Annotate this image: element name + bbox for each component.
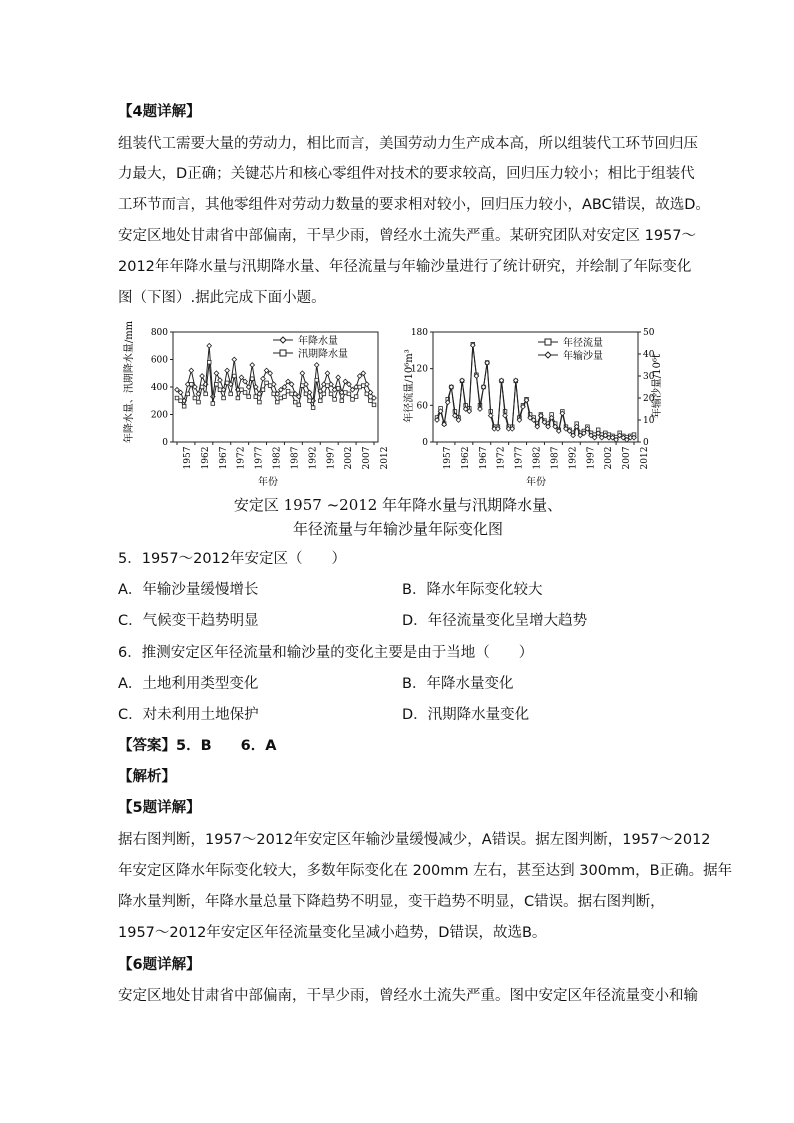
q6-option-d: D．汛期降水量变化 [402, 707, 530, 723]
left-xtick-label: 1977 [254, 446, 265, 470]
right-legend [538, 336, 603, 362]
left-series-2-point [204, 392, 208, 396]
left-ytick-label: 800 [150, 328, 168, 338]
left-series-2-point [197, 400, 201, 404]
left-series-2-point [250, 377, 254, 381]
left-series-2-point [193, 396, 197, 400]
figure-caption-line-1: 安定区 1957 ~2012 年年降水量与汛期降水量、 [233, 496, 563, 514]
left-xtick-label: 1987 [290, 446, 301, 470]
left-series-2-point [233, 374, 237, 378]
left-ytick-label: 400 [150, 383, 168, 393]
q5-stem: 5．1957～2012年安定区（ ） [118, 551, 347, 567]
q6-option-c: C．对未利用土地保护 [118, 707, 259, 723]
left-ytick-label: 200 [150, 410, 168, 421]
right-xtick-label: 1977 [514, 446, 525, 470]
left-series-2-point [200, 385, 204, 389]
left-series-2-point [344, 391, 348, 395]
right-ytick-label: 120 [410, 364, 428, 375]
left-series-2-point [315, 378, 319, 382]
intro-line-1: 安定区地处甘肃省中部偏南，干旱少雨，曾经水土流失严重。某研究团队对安定区 1957～ [118, 228, 697, 244]
left-series-2-point [318, 399, 322, 403]
left-series-2-point [329, 392, 333, 396]
right-xtick-label: 1992 [568, 446, 579, 470]
right-ytick-label: 0 [422, 438, 428, 448]
figure-caption-line-2: 年径流量与年输沙量年际变化图 [292, 520, 503, 538]
left-xtick-label: 2012 [380, 446, 390, 470]
left-series-2-point [283, 395, 287, 399]
left-xlabel: 年份 [258, 477, 278, 488]
left-series-2-point [240, 388, 244, 392]
intro-line-2: 2012年年降水量与汛期降水量、年径流量与年输沙量进行了统计研究，并绘制了年际变化 [118, 259, 692, 275]
q5-option-c: C．气候变干趋势明显 [118, 613, 259, 629]
right-xtick-label: 1987 [550, 446, 561, 470]
section-6-line-1: 安定区地处甘肃省中部偏南，干旱少雨，曾经水土流失严重。图中安定区年径流量变小和输 [118, 988, 698, 1004]
right-chart [402, 328, 663, 488]
left-ytick-label: 600 [150, 355, 168, 366]
left-series-1-point [200, 374, 205, 379]
left-series-2-point [265, 381, 269, 385]
left-series-2-point [275, 400, 279, 404]
diamond-marker-icon [280, 337, 286, 343]
right-y2tick-label: 40 [643, 350, 655, 360]
q6-option-b: B．年降水量变化 [402, 676, 514, 692]
left-series-2-point [326, 384, 330, 388]
figure-charts [118, 320, 678, 490]
section-5-line-3: 降水量判断，年降水量总量下降趋势不明显，变干趋势不明显，C错误。据右图判断， [118, 894, 665, 910]
left-series-2-point [186, 392, 190, 396]
left-series-2-point [229, 392, 233, 396]
left-series-1-point [336, 375, 341, 380]
right-xtick-label: 1997 [586, 446, 597, 470]
section-5-heading: 【5题详解】 [118, 800, 201, 816]
left-series-2-point [304, 392, 308, 396]
left-xtick-label: 1972 [236, 446, 247, 470]
left-series-1-point [250, 363, 255, 368]
left-series-2-point [308, 399, 312, 403]
left-xtick-label: 2007 [362, 446, 373, 470]
left-series-2-point [354, 395, 358, 399]
left-series-2-point [290, 392, 294, 396]
left-series-2-point [268, 384, 272, 388]
section-5-line-2: 年安定区降水年际变化较大，多数年际变化在 200mm 左右，甚至达到 300mm，B正确。据年 [118, 863, 733, 879]
left-series-2-point [243, 391, 247, 395]
left-xtick-label: 1967 [218, 446, 229, 470]
right-y2tick-label: 50 [643, 328, 655, 338]
left-series-1-point [207, 343, 212, 348]
section-4-line-3: 工环节而言，其他零组件对劳动力数量的要求相对较小，回归压力较小，ABC错误，故选D。 [118, 197, 710, 213]
left-series-2-point [365, 392, 369, 396]
left-xtick-label: 1962 [200, 446, 211, 470]
left-series-2-point [311, 406, 315, 410]
left-legend-1: 年降水量 [298, 336, 338, 347]
left-ytick-label: 0 [162, 438, 168, 448]
right-xlabel: 年份 [526, 477, 546, 488]
answer: 【答案】5．B 6．A [118, 738, 277, 754]
right-xtick-label: 1962 [460, 446, 471, 470]
left-series-2-point [222, 396, 226, 400]
left-xtick-label: 2002 [344, 446, 355, 470]
section-4-heading: 【4题详解】 [118, 104, 201, 120]
section-6-heading: 【6题详解】 [118, 957, 201, 973]
intro-line-3: 图（下图）.据此完成下面小题。 [118, 290, 326, 306]
left-series-2-point [286, 389, 290, 393]
left-xtick-label: 1992 [308, 446, 319, 470]
right-ytick-label: 60 [416, 401, 428, 412]
right-y2label: 年输沙量/10⁶t [652, 353, 663, 419]
left-series-2-point [372, 403, 376, 407]
left-series-2-point [236, 396, 240, 400]
q5-option-a: A．年输沙量缓慢增长 [118, 582, 259, 598]
right-xtick-label: 1982 [532, 446, 543, 470]
left-series-2-point [254, 395, 258, 399]
left-series-1-point [189, 368, 194, 373]
left-series-2-point [279, 396, 283, 400]
left-series-1-point [232, 357, 237, 362]
left-series-2-point [179, 399, 183, 403]
left-xtick-label: 1982 [272, 446, 283, 470]
left-series-2-point [369, 399, 373, 403]
q5-option-b: B．降水年际变化较大 [402, 582, 543, 598]
left-series-2-point [272, 392, 276, 396]
left-series-2-point [215, 382, 219, 386]
left-xtick-label: 1997 [326, 446, 337, 470]
left-series-1-point [300, 371, 305, 376]
right-xtick-label: 2012 [640, 446, 650, 470]
section-5-line-4: 1957～2012年安定区年径流量变化呈减小趋势，D错误，故选B。 [118, 925, 547, 941]
square-marker-icon [280, 350, 286, 356]
left-series-1-point [225, 368, 230, 373]
left-series-2-point [247, 395, 251, 399]
left-series-2-point [333, 398, 337, 402]
q6-option-a: A．土地利用类型变化 [118, 676, 259, 692]
left-series-2-point [175, 396, 179, 400]
right-ytick-label: 180 [410, 328, 428, 338]
right-xtick-label: 1957 [443, 446, 453, 470]
section-4-line-1: 组装代工需要大量的劳动力，相比而言，美国劳动力生产成本高，所以组装代工环节回归压 [118, 136, 698, 152]
square-marker-icon [545, 339, 551, 345]
analysis-heading: 【解析】 [118, 769, 176, 785]
left-series-2-point [322, 392, 326, 396]
right-legend-2: 年输沙量 [563, 351, 603, 362]
left-legend [273, 334, 348, 360]
left-series-1-point [218, 378, 223, 383]
left-series-2-point [211, 402, 215, 406]
left-series-2-point [340, 399, 344, 403]
right-y2tick-label: 0 [643, 438, 649, 448]
left-series-2-point [358, 385, 362, 389]
left-series-2-point [207, 360, 211, 364]
section-5-line-1: 据右图判断，1957～2012年安定区年输沙量缓慢减少，A错误。据左图判断，1957～2012 [118, 832, 711, 848]
left-series-2-point [351, 398, 355, 402]
right-y2tick-label: 20 [643, 394, 655, 404]
left-series-2-point [361, 384, 365, 388]
left-ylabel: 年降水量、汛期降水量/mm [124, 320, 135, 444]
right-xtick-label: 1967 [478, 446, 489, 470]
diamond-marker-icon [545, 352, 551, 358]
left-series-2-point [293, 400, 297, 404]
left-series-2-point [301, 384, 305, 388]
left-series-2-point [182, 404, 186, 408]
left-series-2-point [190, 382, 194, 386]
section-4-line-2: 力最大，D正确；关键芯片和核心零组件对技术的要求较高，回归压力较小；相比于组装代 [118, 166, 695, 182]
right-ylabel: 年径流量/10⁶m³ [404, 349, 415, 423]
left-series-2-point [261, 388, 265, 392]
left-chart [122, 320, 390, 488]
left-series-2-point [297, 403, 301, 407]
left-series-2-point [258, 400, 262, 404]
right-xtick-label: 2002 [604, 446, 615, 470]
right-y2tick-label: 30 [643, 372, 655, 382]
left-series-2-point [336, 387, 340, 391]
q6-stem: 6．推测安定区年径流量和输沙量的变化主要是由于当地（ ） [118, 645, 534, 661]
right-xtick-label: 1972 [496, 446, 507, 470]
right-legend-1: 年径流量 [563, 338, 603, 349]
left-series-1-point [314, 363, 319, 368]
left-legend-2: 汛期降水量 [298, 349, 348, 360]
left-series-2-point [347, 392, 351, 396]
left-series-1-point [325, 371, 330, 376]
q5-option-d: D．年径流量变化呈增大趋势 [402, 613, 588, 629]
right-y2tick-label: 10 [643, 416, 655, 426]
left-series-1-point [214, 371, 219, 376]
left-series-2-point [218, 388, 222, 392]
right-xtick-label: 2007 [622, 446, 633, 470]
left-series-1-point [261, 376, 266, 381]
left-xtick-label: 1957 [183, 446, 193, 470]
left-series-2-point [225, 381, 229, 385]
